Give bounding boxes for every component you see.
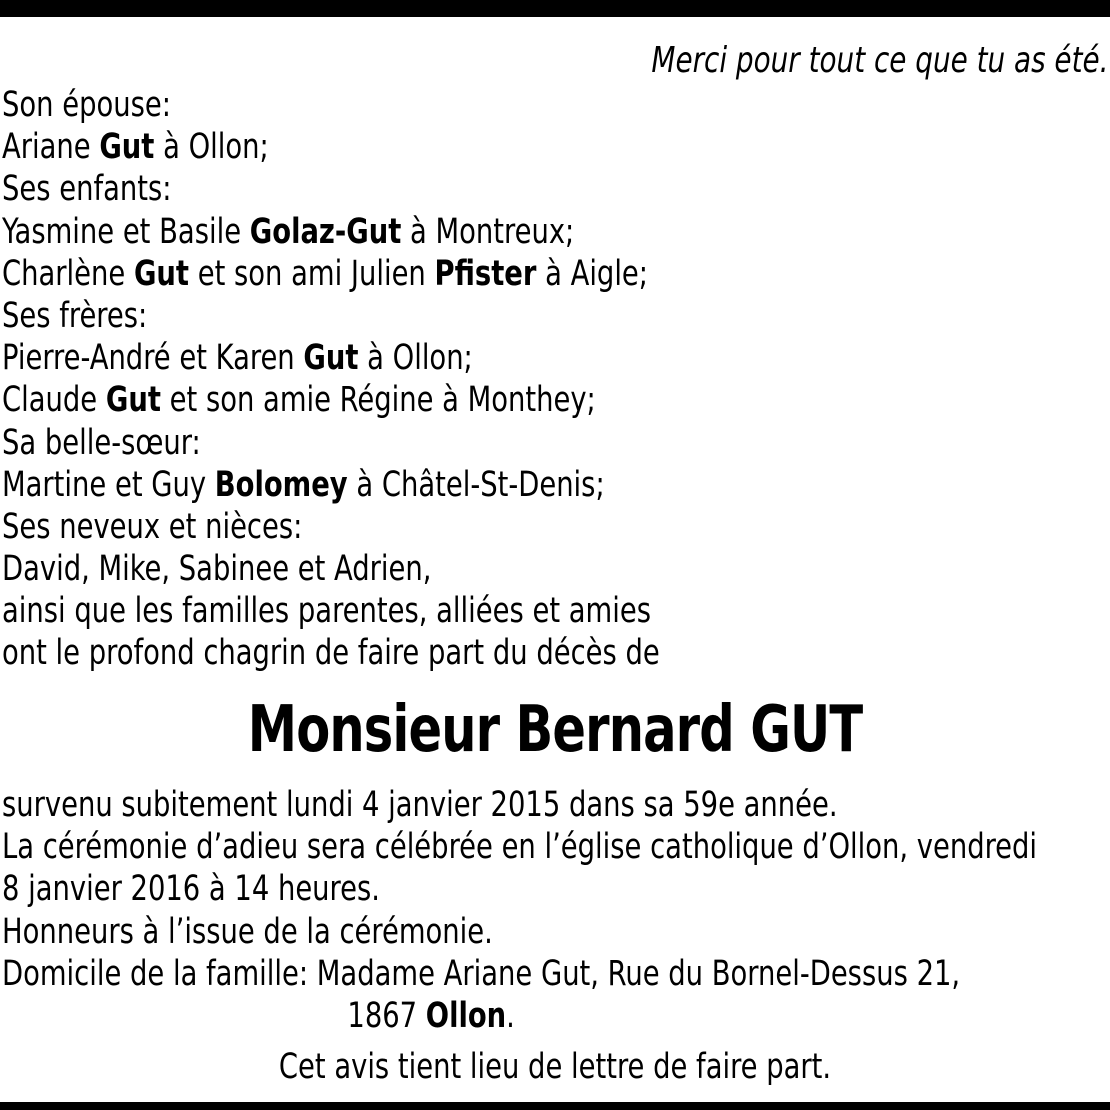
- family-line: Pierre-André et Karen Gut à Ollon;: [2, 338, 473, 379]
- surname: Golaz-Gut: [249, 211, 402, 252]
- family-line: Claude Gut et son amie Régine à Monthey;: [2, 380, 596, 421]
- details-line: La cérémonie d’adieu sera célébrée en l’église catholique d’Ollon, vendredi: [2, 827, 1038, 868]
- bottom-rule: [0, 1102, 1110, 1110]
- family-line: Ses neveux et nièces:: [2, 506, 303, 547]
- surname: Gut: [303, 338, 359, 379]
- surname: Bolomey: [214, 464, 348, 505]
- family-line: Son épouse:: [2, 85, 171, 125]
- details-line: 8 janvier 2016 à 14 heures.: [2, 869, 380, 910]
- family-line: Ses enfants:: [2, 169, 172, 210]
- family-line: Ses frères:: [2, 295, 148, 336]
- family-line: ont le profond chagrin de faire part du décès de: [2, 633, 660, 674]
- family-line: ainsi que les familles parentes, alliées et amies: [2, 591, 651, 632]
- town: Ollon: [425, 995, 507, 1036]
- family-line: Sa belle-sœur:: [2, 422, 201, 463]
- details-line: Domicile de la famille: Madame Ariane Gut, Rue du Bornel-Dessus 21,: [2, 953, 961, 994]
- epigraph: Merci pour tout ce que tu as été.: [650, 40, 1108, 81]
- details-line: survenu subitement lundi 4 janvier 2015 dans sa 59e année.: [2, 785, 838, 825]
- details-line: Honneurs à l’issue de la cérémonie.: [2, 911, 493, 952]
- surname: Pfister: [434, 253, 537, 294]
- family-line: Charlène Gut et son ami Julien Pfister à Aigle;: [2, 253, 649, 294]
- family-line: Yasmine et Basile Golaz-Gut à Montreux;: [2, 211, 575, 252]
- top-rule: [0, 0, 1110, 17]
- family-line: Ariane Gut à Ollon;: [2, 127, 269, 168]
- family-list: [2, 84, 660, 675]
- family-line: David, Mike, Sabinee et Adrien,: [2, 549, 432, 590]
- deceased-name: Monsieur Bernard GUT: [247, 693, 863, 767]
- surname: Gut: [133, 253, 190, 294]
- details-line: 1867 Ollon.: [347, 995, 515, 1036]
- family-line: Martine et Guy Bolomey à Châtel-St-Denis;: [2, 464, 605, 505]
- footer-note: Cet avis tient lieu de lettre de faire part.: [278, 1047, 832, 1087]
- surname: Gut: [105, 380, 161, 421]
- surname: Gut: [99, 127, 155, 168]
- details-block: [2, 784, 1037, 1037]
